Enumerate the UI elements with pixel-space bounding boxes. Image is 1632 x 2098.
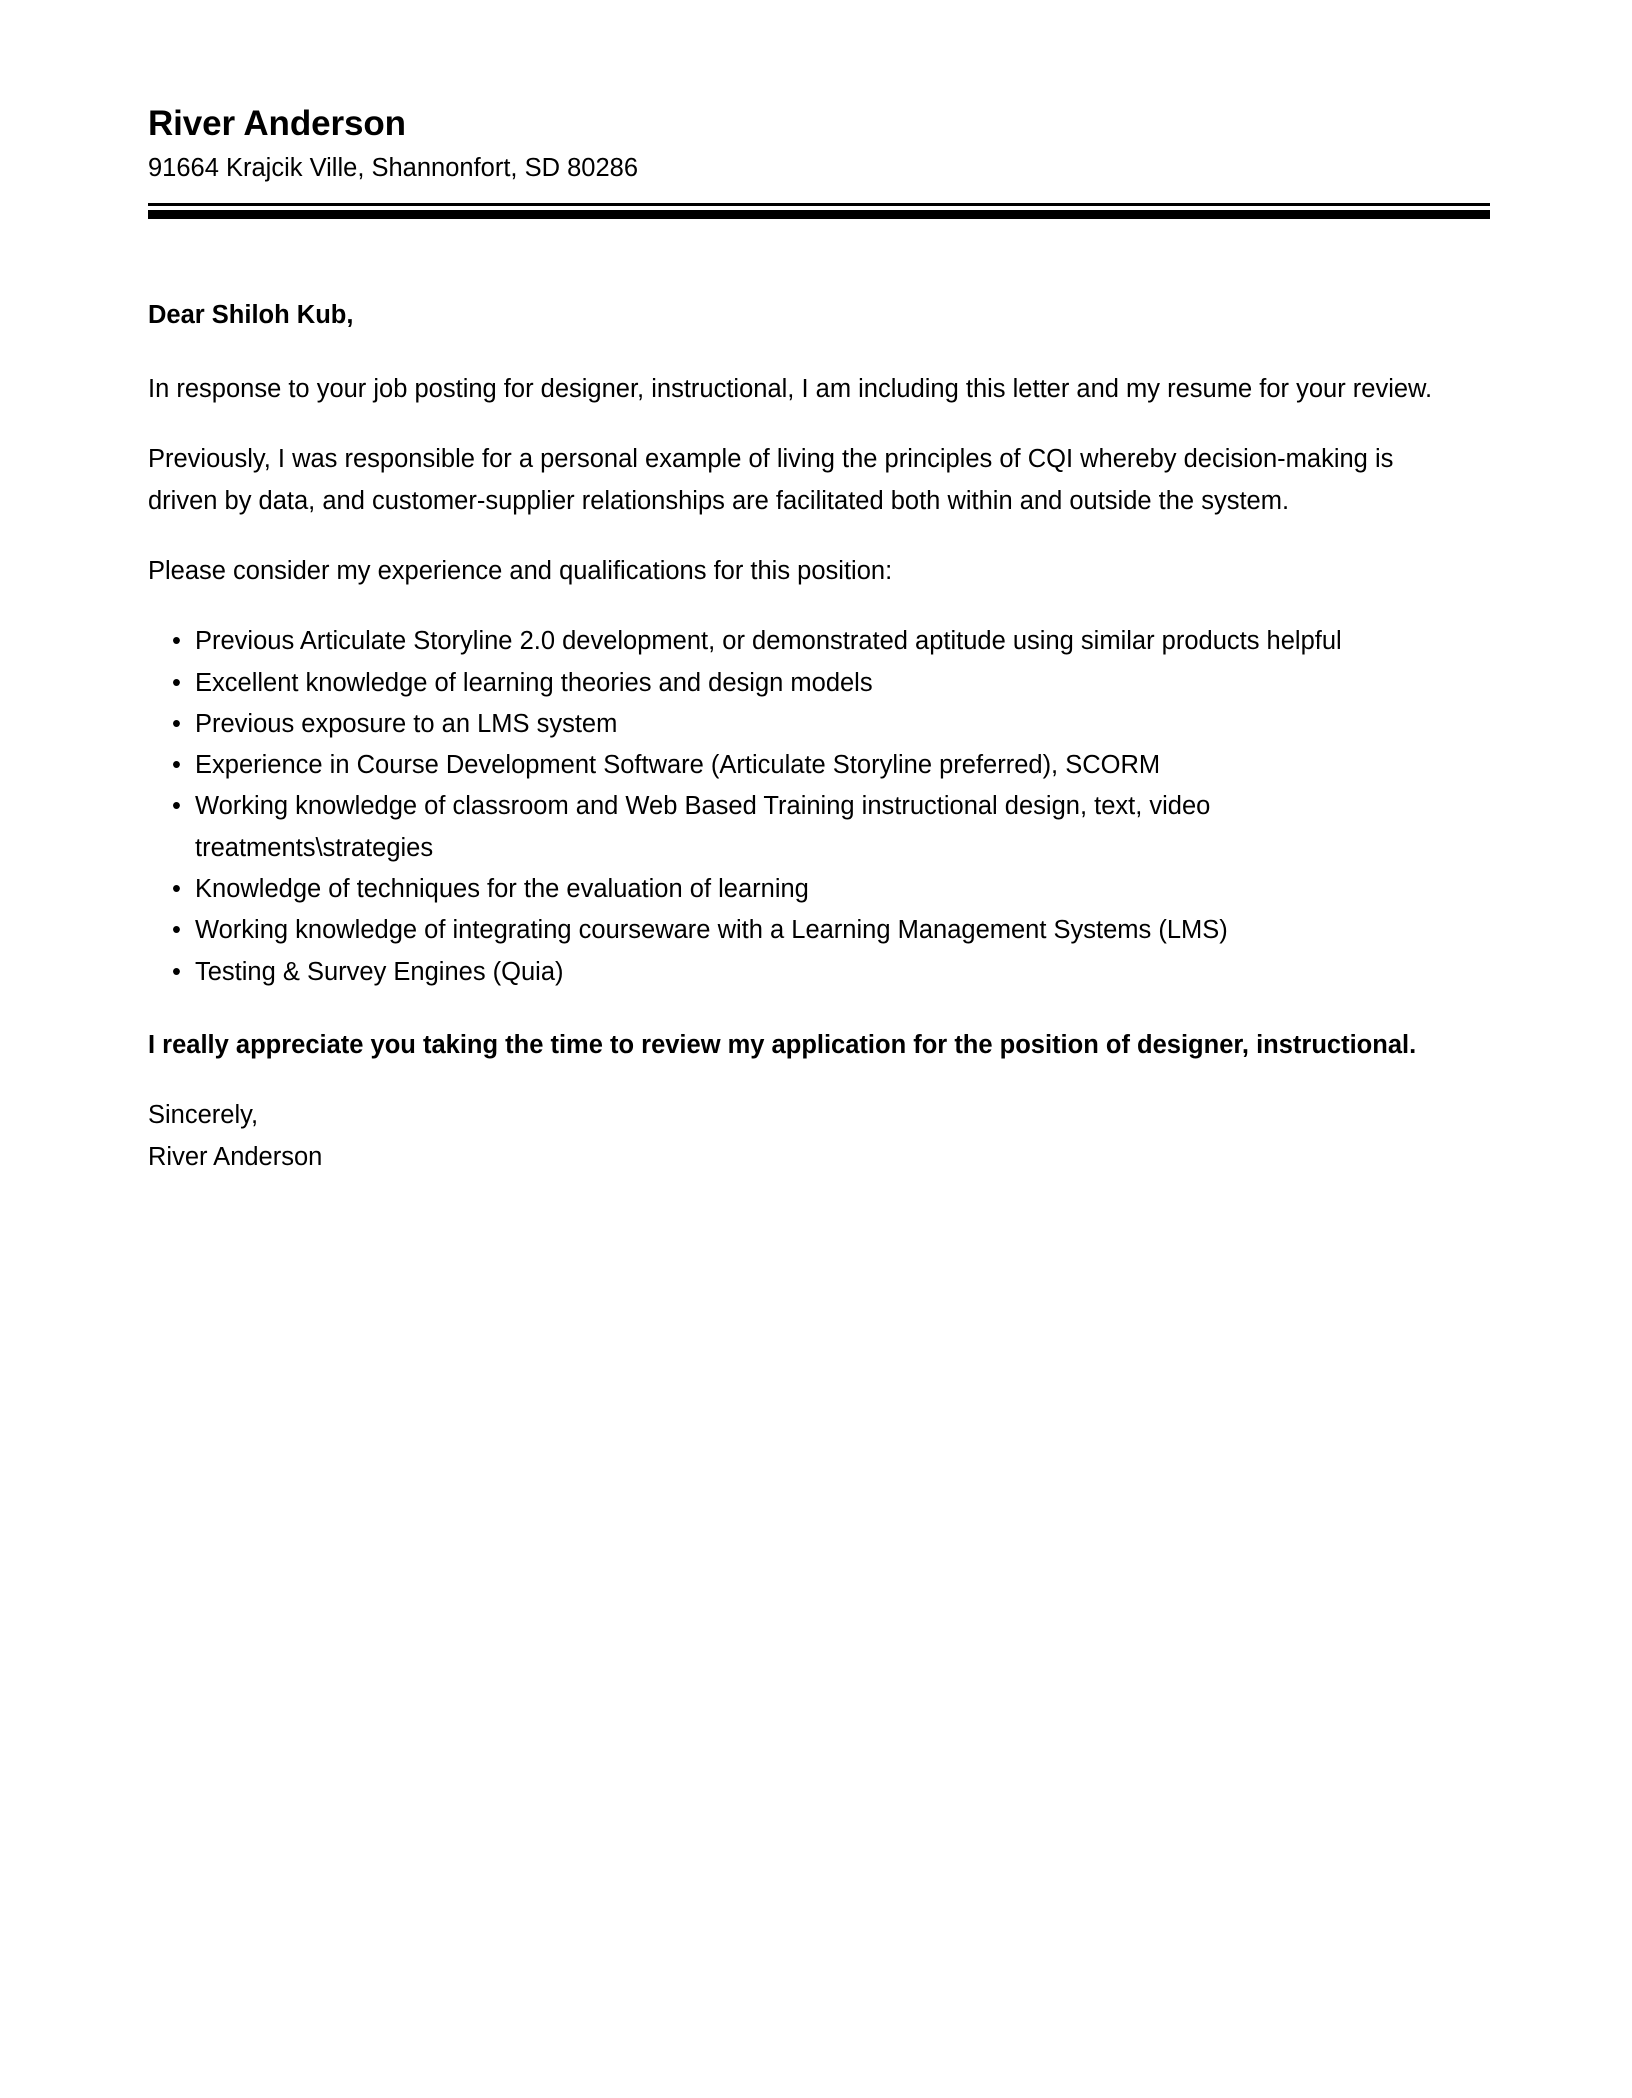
qualifications-list bbox=[148, 621, 1455, 993]
bullet-icon: • bbox=[172, 668, 181, 697]
qualification-label: Experience in Course Development Software (Articulate Storyline preferred), SCORM bbox=[195, 751, 1161, 780]
qualification-label: Testing & Survey Engines (Quia) bbox=[195, 957, 564, 986]
header-divider bbox=[148, 203, 1490, 219]
qualification-item bbox=[148, 786, 1455, 869]
qualification-item bbox=[148, 869, 1455, 910]
bullet-icon: • bbox=[172, 875, 181, 904]
signoff-name: River Anderson bbox=[148, 1142, 323, 1171]
bullet-icon: • bbox=[172, 792, 181, 821]
qualification-label: Working knowledge of integrating courseware with a Learning Management Systems (LMS) bbox=[195, 916, 1228, 945]
bullet-icon: • bbox=[172, 709, 181, 738]
closing-block bbox=[148, 993, 1455, 1178]
bullet-icon: • bbox=[172, 957, 181, 986]
letter-content bbox=[148, 0, 1455, 1178]
qualification-label: Knowledge of techniques for the evaluation of learning bbox=[195, 875, 809, 904]
qualification-label: Excellent knowledge of learning theories and design models bbox=[195, 668, 873, 697]
qualification-item bbox=[148, 704, 1455, 745]
qualification-label: Previous Articulate Storyline 2.0 development, or demonstrated aptitude using similar products helpful bbox=[195, 627, 1342, 656]
bullet-icon: • bbox=[172, 627, 181, 656]
letter-body bbox=[148, 219, 1455, 1178]
paragraph-experience: Previously, I was responsible for a personal example of living the principles of CQI whereby decision-making is driven by data, and customer-supplier relationships are facilitated both within and outside the system. bbox=[148, 445, 1394, 515]
qualification-label: Working knowledge of classroom and Web Based Training instructional design, text, video treatments\strategies bbox=[195, 792, 1211, 862]
paragraph-lead-in: Please consider my experience and qualifications for this position: bbox=[148, 557, 893, 585]
qualification-item bbox=[148, 621, 1455, 662]
qualification-item bbox=[148, 910, 1455, 951]
bullet-icon: • bbox=[172, 916, 181, 945]
bullet-icon: • bbox=[172, 751, 181, 780]
sender-name: River Anderson bbox=[148, 104, 406, 143]
qualification-item bbox=[148, 663, 1455, 704]
paragraph-closing: I really appreciate you taking the time to review my application for the position of designer, instructional. bbox=[148, 1030, 1417, 1059]
qualification-item bbox=[148, 952, 1455, 993]
salutation: Dear Shiloh Kub, bbox=[148, 300, 354, 329]
qualification-item bbox=[148, 745, 1455, 786]
divider-thick-line bbox=[148, 210, 1490, 219]
sender-address: 91664 Krajcik Ville, Shannonfort, SD 80286 bbox=[148, 154, 639, 183]
signoff: Sincerely, bbox=[148, 1101, 259, 1130]
letterhead bbox=[148, 0, 1455, 185]
paragraph-intro: In response to your job posting for designer, instructional, I am including this letter and my resume for your review. bbox=[148, 375, 1433, 404]
qualification-label: Previous exposure to an LMS system bbox=[195, 709, 618, 738]
